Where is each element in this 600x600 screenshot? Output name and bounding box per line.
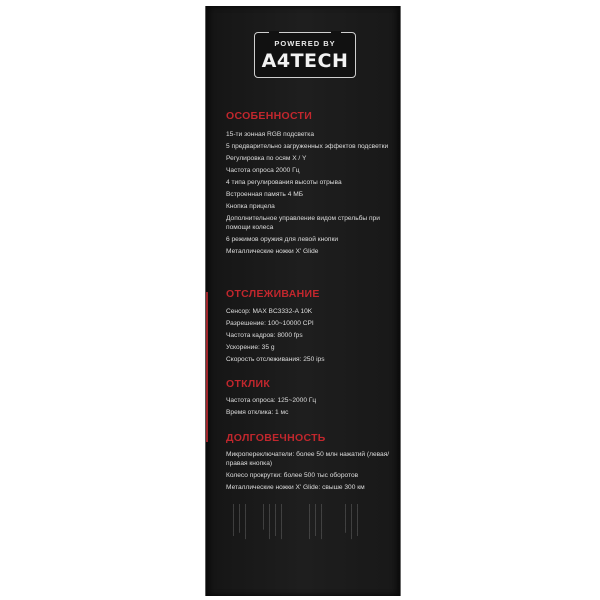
- fine-print-line: ───────────: [319, 504, 324, 540]
- brand-logo: [254, 32, 356, 78]
- feature-item: 15-ти зонная RGB подсветка: [226, 131, 314, 138]
- response-title: ОТКЛИК: [226, 378, 271, 390]
- fine-print-line: ───────────: [349, 504, 354, 540]
- tracking-item: Скорость отслеживания: 250 ips: [226, 356, 325, 363]
- feature-item: Встроенная память 4 МБ: [226, 191, 304, 198]
- response-item: Время отклика: 1 мс: [226, 409, 289, 416]
- durability-title: ДОЛГОВЕЧНОСТЬ: [226, 432, 326, 444]
- fine-print-line: ──────────: [355, 504, 360, 536]
- fine-print-line: ──────────: [231, 504, 236, 536]
- response-list: [226, 396, 394, 420]
- feature-item: 6 режимов оружия для левой кнопки: [226, 236, 339, 243]
- fine-print-line: ──────────: [313, 504, 318, 536]
- feature-item: Кнопка прицела: [226, 203, 275, 210]
- feature-item: Дополнительное управление видом стрельбы при помощи колеса: [226, 215, 380, 231]
- fine-print-line: ────────: [261, 504, 266, 530]
- fine-print-column: [230, 504, 248, 592]
- durability-item: Колесо прокрутки: более 500 тыс оборотов: [226, 472, 359, 479]
- tracking-item: Разрешение: 100~10000 CPI: [226, 320, 314, 327]
- fine-print-line: ───────────: [307, 504, 312, 540]
- fine-print-line: ───────────: [243, 504, 248, 540]
- fine-print-line: ─────────: [237, 504, 242, 533]
- features-title: ОСОБЕННОСТИ: [226, 110, 313, 122]
- fine-print-line: ───────────: [279, 504, 284, 540]
- logo-brand-name: A4TECH: [261, 50, 349, 72]
- tracking-list: [226, 307, 394, 367]
- fine-print-column: [306, 504, 324, 592]
- features-list: [226, 130, 394, 259]
- durability-list: [226, 450, 394, 495]
- fine-print-column: [342, 504, 360, 592]
- product-box-side: [205, 6, 401, 596]
- logo-powered-by: POWERED BY: [274, 39, 336, 48]
- tracking-title: ОТСЛЕЖИВАНИЕ: [226, 288, 320, 300]
- fine-print-line: ───────────: [267, 504, 272, 540]
- tracking-item: Частота кадров: 8000 fps: [226, 332, 303, 339]
- fine-print-column: [260, 504, 284, 592]
- feature-item: Регулировка по осям X / Y: [226, 155, 307, 162]
- fine-print-line: ─────────: [343, 504, 348, 533]
- tracking-item: Сенсор: MAX BC3332-A 10K: [226, 308, 313, 315]
- tracking-item: Ускорение: 35 g: [226, 344, 275, 351]
- response-item: Частота опроса: 125~2000 Гц: [226, 397, 317, 404]
- fine-print-line: ──────────: [273, 504, 278, 536]
- feature-item: Металлические ножки X' Glide: [226, 248, 319, 255]
- feature-item: 4 типа регулирования высоты отрыва: [226, 179, 342, 186]
- durability-item: Металлические ножки X' Glide: свыше 300 км: [226, 484, 365, 491]
- feature-item: Частота опроса 2000 Гц: [226, 167, 300, 174]
- red-accent-stripe: [206, 292, 208, 442]
- feature-item: 5 предварительно загруженных эффектов подсветки: [226, 143, 389, 150]
- rotated-fine-print: [224, 504, 382, 596]
- durability-item: Микропереключатели: более 50 млн нажатий (левая/правая кнопка): [226, 451, 390, 467]
